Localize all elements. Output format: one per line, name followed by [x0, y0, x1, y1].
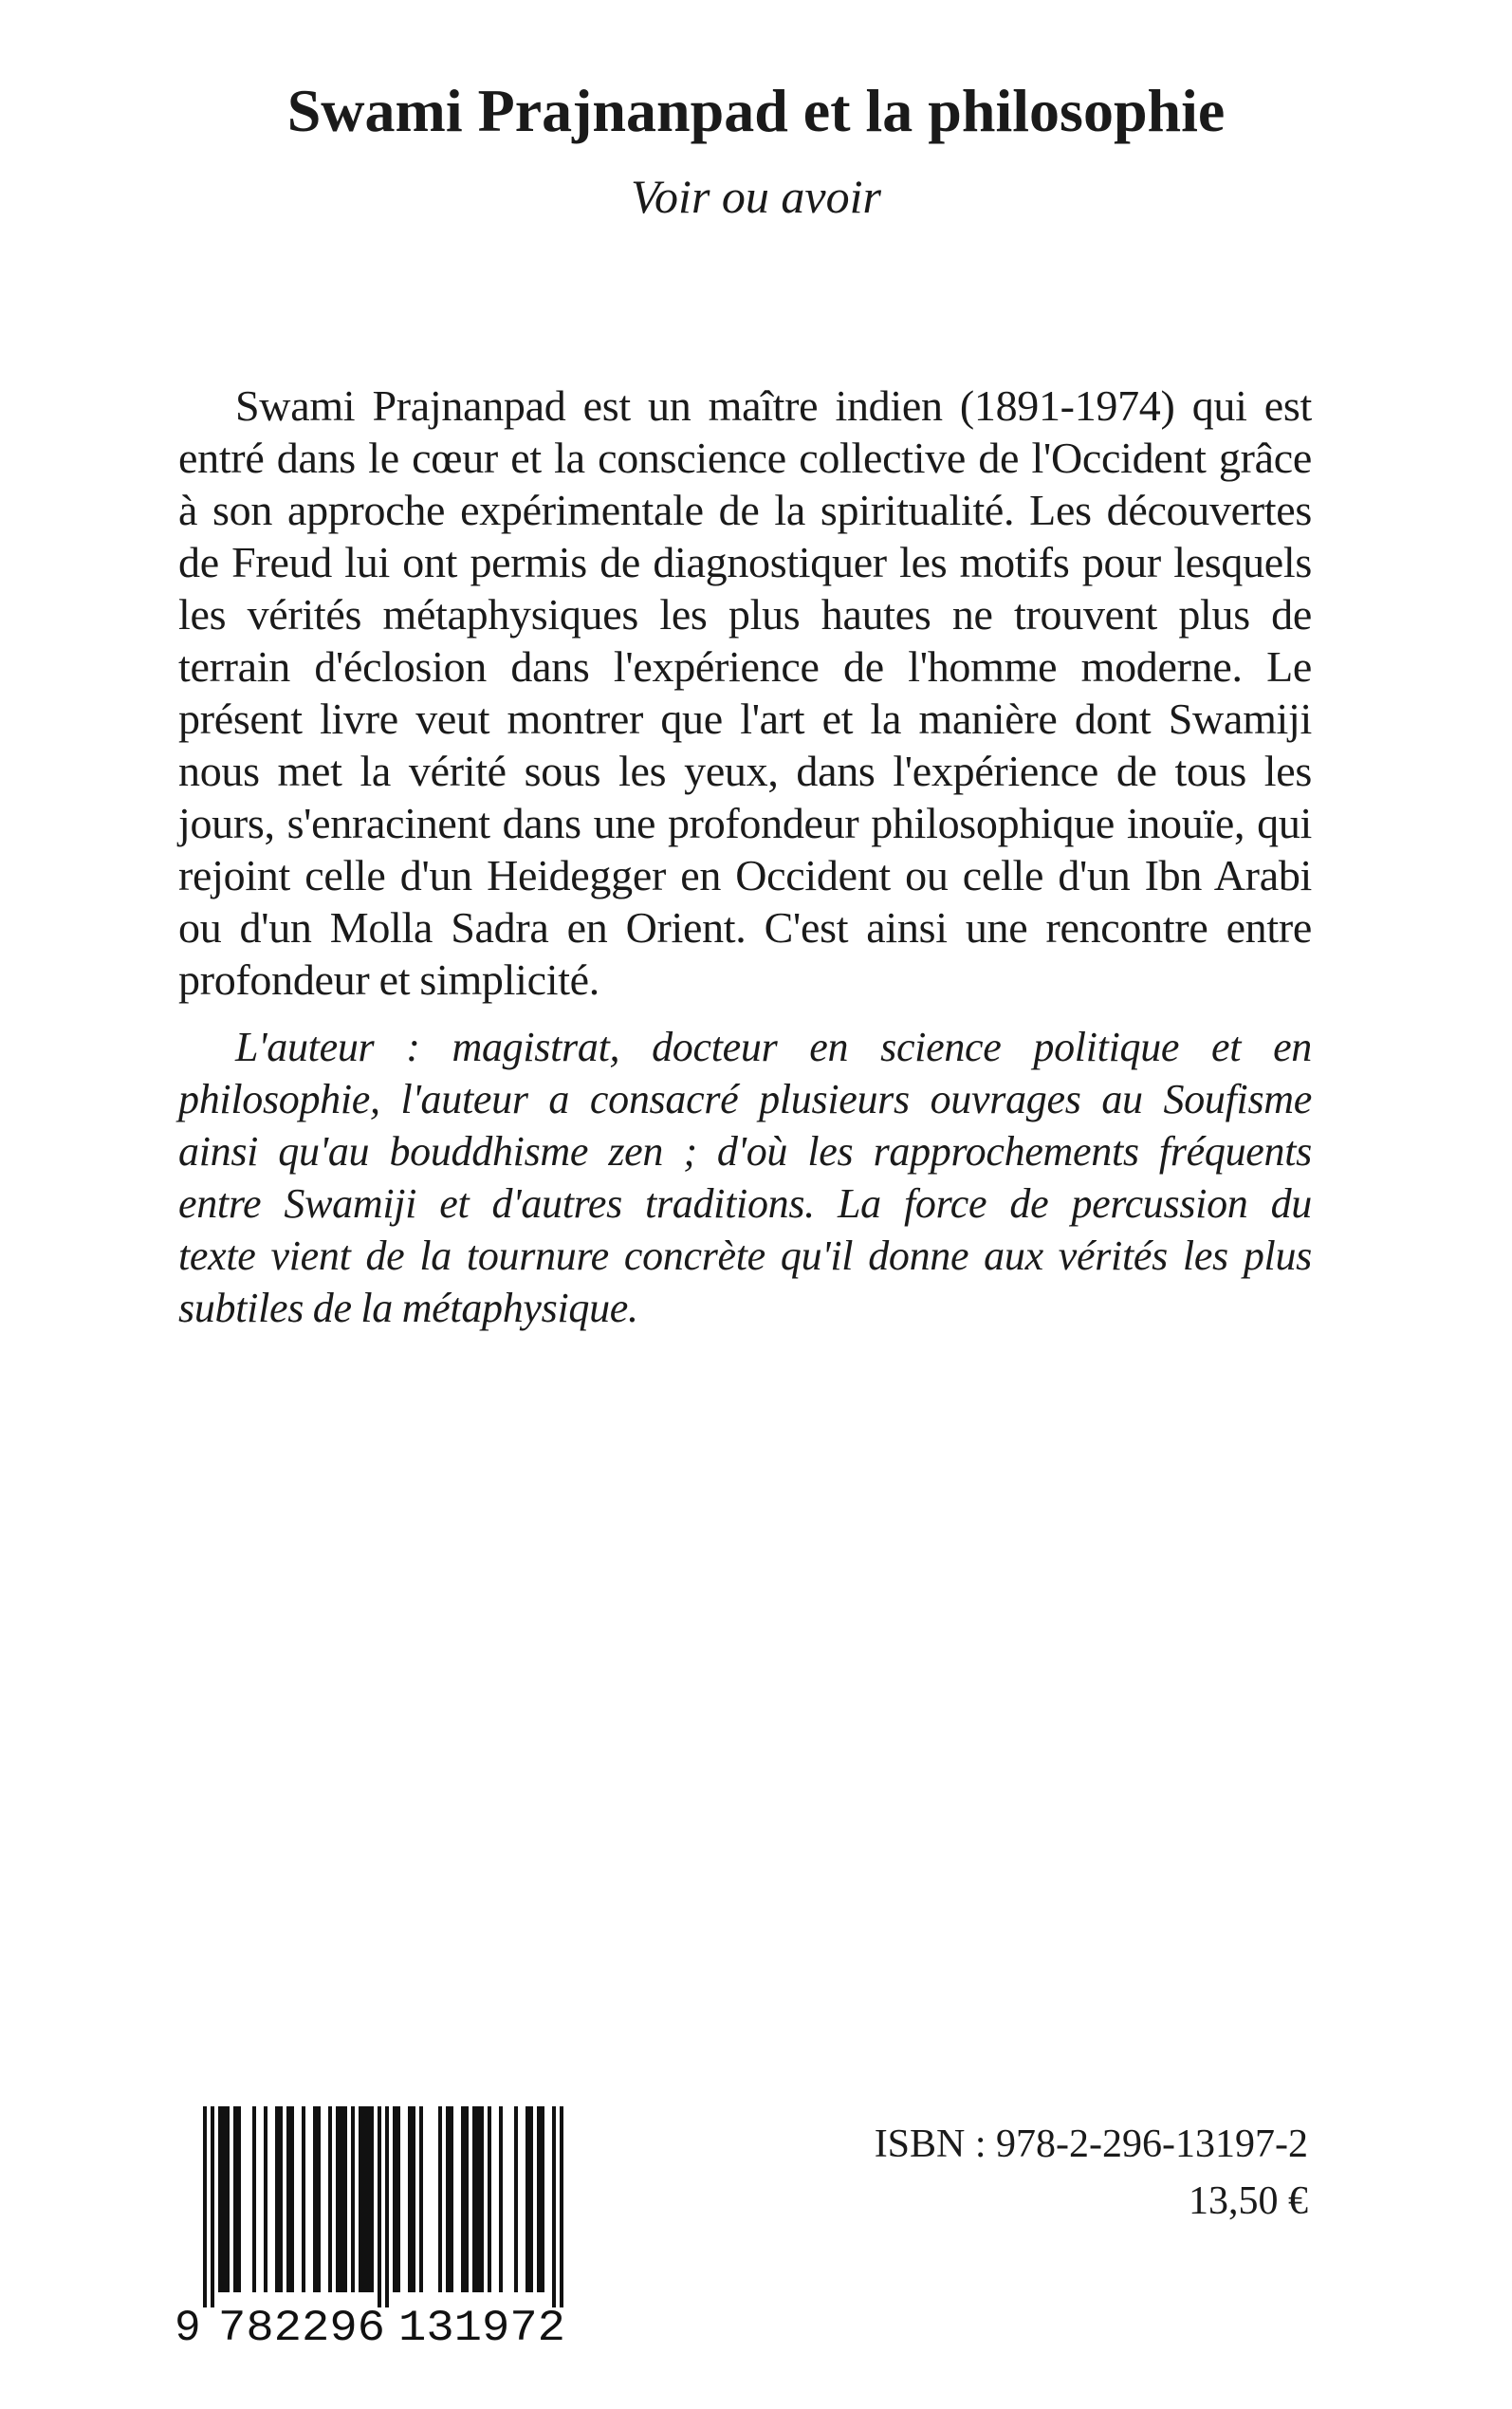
- barcode-bar: [336, 2106, 340, 2292]
- barcode-bar: [203, 2106, 207, 2307]
- description-line: de Freud lui ont permis de diagnostiquer les motifs pour lesquels: [178, 538, 1312, 586]
- book-subtitle: Voir ou avoir: [631, 170, 881, 223]
- barcode-bar: [211, 2106, 214, 2307]
- barcode-bar: [472, 2106, 476, 2292]
- description-line: entré dans le cœur et la conscience collective de l'Occident grâce: [178, 434, 1312, 482]
- barcode-bar: [393, 2106, 396, 2292]
- barcode-bar: [370, 2106, 374, 2292]
- barcode-bar: [465, 2106, 469, 2292]
- barcode-bar: [286, 2106, 290, 2292]
- description-line: nous met la vérité sous les yeux, dans l'expérience de tous les: [178, 747, 1312, 795]
- description-line: rejoint celle d'un Heidegger en Occident ou celle d'un Ibn Arabi: [178, 851, 1312, 899]
- barcode-bar: [362, 2106, 366, 2292]
- barcode-bar: [488, 2106, 491, 2292]
- barcode-bar: [526, 2106, 529, 2292]
- barcode-bar: [378, 2106, 381, 2307]
- barcode-bar: [438, 2106, 442, 2292]
- barcode-bar: [264, 2106, 267, 2292]
- description-line: Swami Prajnanpad est un maître indien (1891-1974) qui est: [235, 381, 1312, 430]
- barcode-bar: [385, 2106, 389, 2307]
- author-note-line: subtiles de la métaphysique.: [178, 1285, 638, 1331]
- barcode-bar: [237, 2106, 241, 2292]
- barcode-bar: [351, 2106, 355, 2292]
- barcode-bar: [412, 2106, 415, 2292]
- barcode-bar: [396, 2106, 400, 2292]
- barcode-right-digits: 131972: [398, 2304, 565, 2347]
- barcode-left-digits: 782296: [218, 2304, 385, 2347]
- barcode-bar: [343, 2106, 347, 2292]
- barcode-bar: [317, 2106, 321, 2292]
- barcode-bar: [446, 2106, 450, 2292]
- barcode-bar: [529, 2106, 533, 2292]
- author-note-line: philosophie, l'auteur a consacré plusieurs ouvrages au Soufisme: [178, 1076, 1312, 1122]
- barcode-bar: [233, 2106, 237, 2292]
- barcode-bar: [328, 2106, 332, 2292]
- description-line: terrain d'éclosion dans l'expérience de l'homme moderne. Le: [178, 642, 1312, 691]
- description-line: profondeur et simplicité.: [178, 955, 599, 1004]
- barcode-bar: [419, 2106, 423, 2292]
- description-line: jours, s'enracinent dans une profondeur philosophique inouïe, qui: [178, 799, 1312, 847]
- barcode-bar: [313, 2106, 317, 2292]
- barcode-bar: [499, 2106, 503, 2292]
- isbn: ISBN : 978-2-296-13197-2: [874, 2122, 1308, 2166]
- barcode-bar: [302, 2106, 305, 2292]
- barcode-bar: [226, 2106, 230, 2292]
- description-line: présent livre veut montrer que l'art et la manière dont Swamiji: [178, 695, 1312, 743]
- barcode-bar: [222, 2106, 226, 2292]
- barcode-bar: [514, 2106, 518, 2292]
- barcode-bar: [359, 2106, 362, 2292]
- author-note-line: texte vient de la tournure concrète qu'il donne aux vérités les plus: [178, 1232, 1312, 1279]
- barcode-bar: [275, 2106, 279, 2292]
- book-description: [178, 380, 1312, 1006]
- author-note-line: L'auteur : magistrat, docteur en science politique et en: [235, 1024, 1312, 1070]
- barcode-bar: [340, 2106, 343, 2292]
- price: 13,50 €: [1189, 2179, 1308, 2223]
- barcode-first-digit: 9: [175, 2304, 201, 2347]
- description-line: ou d'un Molla Sadra en Orient. C'est ainsi une rencontre entre: [178, 903, 1312, 952]
- barcode-bar: [290, 2106, 294, 2292]
- barcode-bar: [560, 2106, 563, 2307]
- barcode-bar: [537, 2106, 541, 2292]
- barcode-bar: [450, 2106, 453, 2292]
- book-title: Swami Prajnanpad et la philosophie: [286, 77, 1226, 144]
- author-note: [178, 1021, 1312, 1334]
- barcode-bar: [461, 2106, 465, 2292]
- barcode-bar: [279, 2106, 283, 2292]
- barcode-bar: [408, 2106, 412, 2292]
- barcode-bars: [203, 2106, 563, 2307]
- barcode-bar: [218, 2106, 222, 2292]
- description-line: à son approche expérimentale de la spiritualité. Les découvertes: [178, 486, 1312, 534]
- description-line: les vérités métaphysiques les plus hautes ne trouvent plus de: [178, 590, 1312, 639]
- barcode: [171, 2104, 593, 2347]
- barcode-bar: [552, 2106, 556, 2307]
- barcode-bar: [366, 2106, 370, 2292]
- barcode-bar: [541, 2106, 544, 2292]
- barcode-bar: [476, 2106, 480, 2292]
- author-note-line: entre Swamiji et d'autres traditions. La force de percussion du: [178, 1180, 1312, 1227]
- author-note-line: ainsi qu'au bouddhisme zen ; d'où les rapprochements fréquents: [178, 1128, 1312, 1175]
- barcode-bar: [252, 2106, 256, 2292]
- barcode-bar: [480, 2106, 484, 2292]
